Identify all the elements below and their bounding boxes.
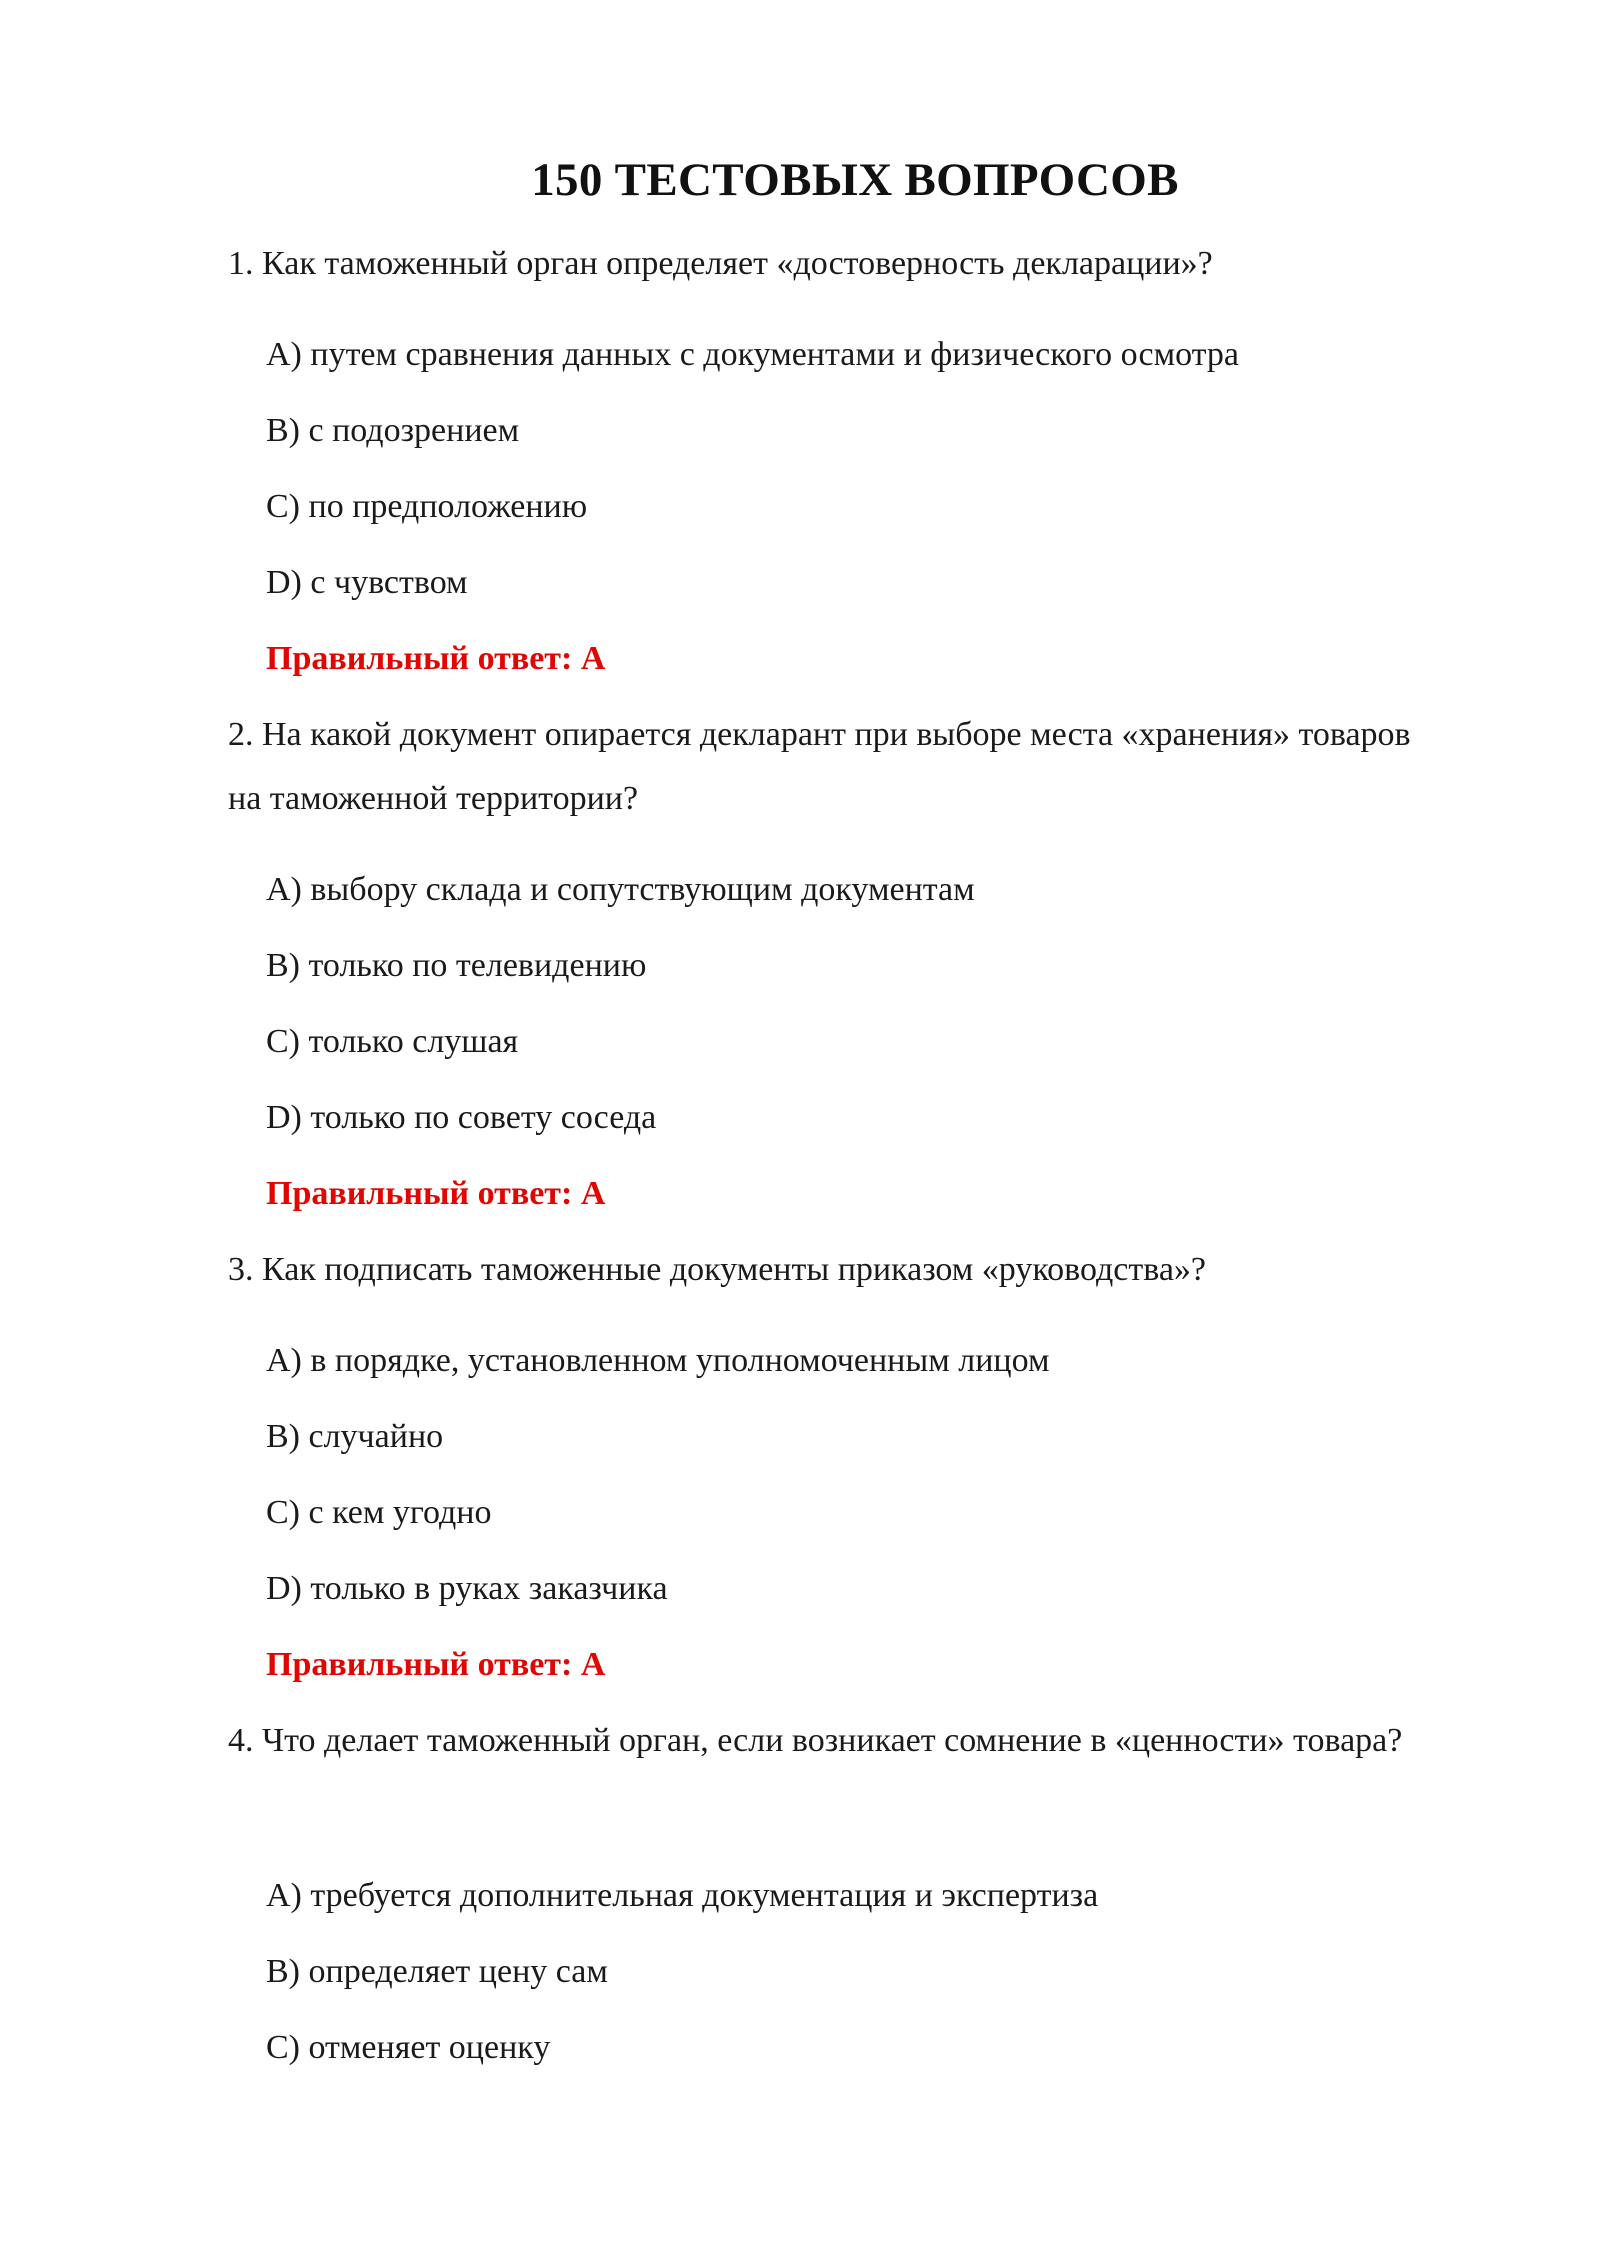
question-3-option-a: A) в порядке, установленном уполномоченным лицом — [266, 1342, 1050, 1379]
question-1-option-d: D) с чувством — [266, 564, 468, 601]
question-2-option-a: A) выбору склада и сопутствующим документам — [266, 871, 975, 908]
document-title: 150 ТЕСТОВЫХ ВОПРОСОВ — [531, 154, 1179, 206]
question-1-text: 1. Как таможенный орган определяет «достоверность декларации»? — [228, 245, 1213, 282]
question-2-option-c: C) только слушая — [266, 1023, 519, 1060]
question-4-option-b: B) определяет цену сам — [266, 1953, 608, 1990]
question-3-answer: Правильный ответ: A — [266, 1646, 606, 1683]
question-4-text: 4. Что делает таможенный орган, если возникает сомнение в «ценности» товара? — [228, 1722, 1403, 1759]
question-2-option-b: B) только по телевидению — [266, 947, 647, 984]
question-4-option-a: A) требуется дополнительная документация и экспертиза — [266, 1877, 1099, 1914]
question-1-option-b: B) с подозрением — [266, 412, 520, 449]
question-1-option-a: A) путем сравнения данных с документами и физического осмотра — [266, 336, 1240, 373]
question-2-answer: Правильный ответ: A — [266, 1175, 606, 1212]
question-3-option-d: D) только в руках заказчика — [266, 1570, 668, 1607]
question-3-option-c: C) с кем угодно — [266, 1494, 492, 1531]
question-2-text: 2. На какой документ опирается декларант при выборе места «хранения» товаров на таможенной территории? — [228, 716, 1411, 817]
question-4-option-c: C) отменяет оценку — [266, 2029, 551, 2066]
question-2-option-d: D) только по совету соседа — [266, 1099, 657, 1136]
question-1-option-c: C) по предположению — [266, 488, 588, 525]
question-1-answer: Правильный ответ: A — [266, 640, 606, 677]
question-3-option-b: B) случайно — [266, 1418, 444, 1455]
question-3-text: 3. Как подписать таможенные документы приказом «руководства»? — [228, 1251, 1207, 1288]
